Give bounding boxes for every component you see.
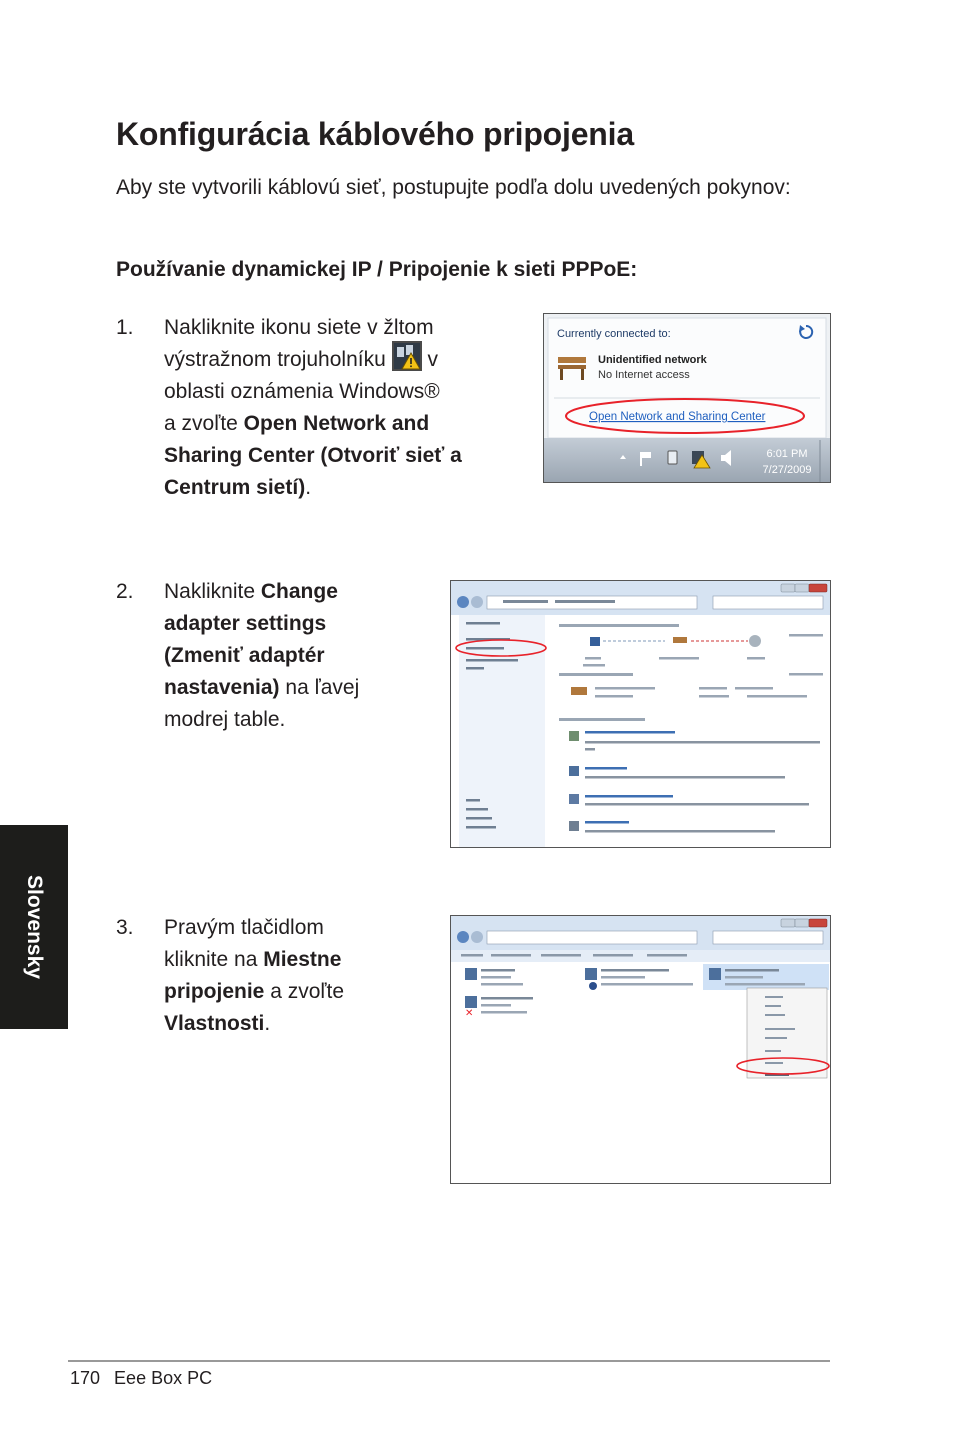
step-number: 2. bbox=[116, 580, 134, 603]
network-connections-screenshot bbox=[450, 915, 831, 1184]
step-line bbox=[164, 640, 454, 672]
window-controls[interactable] bbox=[781, 919, 827, 927]
network-warning-icon bbox=[392, 341, 422, 371]
page-number: 170 bbox=[70, 1368, 101, 1388]
context-menu[interactable] bbox=[747, 988, 827, 1078]
step-emphasis: Open Network and bbox=[243, 412, 430, 435]
step-line: oblasti oznámenia Windows® bbox=[164, 380, 440, 403]
step-line: modrej table. bbox=[164, 708, 286, 731]
step-number: 3. bbox=[116, 916, 134, 939]
forward-button[interactable] bbox=[471, 931, 483, 943]
step-line bbox=[164, 408, 544, 440]
left-nav-pane bbox=[459, 615, 545, 847]
step-emphasis: Vlastnosti bbox=[164, 1012, 265, 1035]
step-line bbox=[164, 344, 544, 376]
search-box[interactable] bbox=[713, 931, 823, 944]
step-emphasis: adapter settings bbox=[164, 612, 327, 635]
network-popup-illustration bbox=[544, 314, 830, 482]
address-bar[interactable] bbox=[487, 931, 697, 944]
section-subheading: Používanie dynamickej IP / Pripojenie k sieti PPPoE: bbox=[116, 258, 638, 281]
step-2 bbox=[116, 576, 436, 746]
step-emphasis: Change bbox=[260, 580, 338, 603]
network-center-illustration bbox=[451, 581, 830, 847]
internet-access-status: No Internet access bbox=[598, 369, 690, 381]
step-1 bbox=[116, 312, 536, 522]
step-line: Pravým tlačidlom bbox=[164, 916, 324, 939]
step-number: 1. bbox=[116, 316, 134, 339]
step-line bbox=[164, 1008, 454, 1040]
step-text bbox=[164, 312, 544, 504]
product-name: Eee Box PC bbox=[114, 1368, 213, 1388]
step-line-text: na ľavej bbox=[279, 676, 360, 699]
step-line-text: Nakliknite bbox=[164, 580, 261, 603]
step-line-text: výstražnom trojuholníku bbox=[164, 348, 386, 371]
language-label: Slovensky bbox=[23, 875, 46, 979]
page-footer bbox=[70, 1368, 226, 1389]
step-line-text: v bbox=[427, 348, 438, 371]
step-line bbox=[164, 608, 454, 640]
step-line: Nakliknite ikonu siete v žltom bbox=[164, 316, 434, 339]
back-button[interactable] bbox=[457, 596, 469, 608]
page-title: Konfigurácia káblového pripojenia bbox=[116, 116, 634, 152]
step-3 bbox=[116, 912, 436, 1052]
search-box[interactable] bbox=[713, 596, 823, 609]
step-text bbox=[164, 576, 454, 736]
device-icon bbox=[668, 451, 677, 464]
step-line bbox=[164, 472, 544, 504]
step-line bbox=[164, 576, 454, 608]
svg-text:✕: ✕ bbox=[465, 1008, 474, 1019]
network-name: Unidentified network bbox=[598, 354, 707, 366]
network-connections-illustration bbox=[451, 916, 830, 1183]
network-popup-screenshot bbox=[543, 313, 831, 483]
step-line-text: a zvoľte bbox=[264, 980, 345, 1003]
window-controls[interactable] bbox=[781, 584, 827, 592]
step-line bbox=[164, 672, 454, 704]
step-line bbox=[164, 976, 454, 1008]
connected-to-label: Currently connected to: bbox=[557, 328, 671, 340]
step-emphasis: Miestne bbox=[263, 948, 342, 971]
back-button[interactable] bbox=[457, 931, 469, 943]
step-emphasis: pripojenie bbox=[164, 980, 265, 1003]
clock-time[interactable]: 6:01 PM bbox=[766, 448, 808, 460]
language-side-tab bbox=[0, 825, 68, 1029]
footer-divider bbox=[68, 1360, 830, 1362]
intro-paragraph: Aby ste vytvorili káblovú sieť, postupujte podľa dolu uvedených pokynov: bbox=[116, 176, 791, 199]
forward-button[interactable] bbox=[471, 596, 483, 608]
step-emphasis: Sharing Center (Otvoriť sieť a bbox=[164, 444, 462, 467]
network-sharing-center-screenshot bbox=[450, 580, 831, 848]
clock-date[interactable]: 7/27/2009 bbox=[762, 464, 812, 476]
open-network-sharing-link[interactable]: Open Network and Sharing Center bbox=[589, 411, 766, 423]
step-line-text: . bbox=[264, 1012, 271, 1035]
step-text bbox=[164, 912, 454, 1040]
step-line bbox=[164, 944, 454, 976]
step-emphasis: Centrum sietí) bbox=[164, 476, 306, 499]
step-line-text: kliknite na bbox=[164, 948, 264, 971]
step-emphasis: (Zmeniť adaptér bbox=[164, 644, 325, 667]
step-emphasis: nastavenia) bbox=[164, 676, 280, 699]
step-line-text: a zvoľte bbox=[164, 412, 244, 435]
step-line bbox=[164, 440, 544, 472]
step-line-text: . bbox=[305, 476, 312, 499]
